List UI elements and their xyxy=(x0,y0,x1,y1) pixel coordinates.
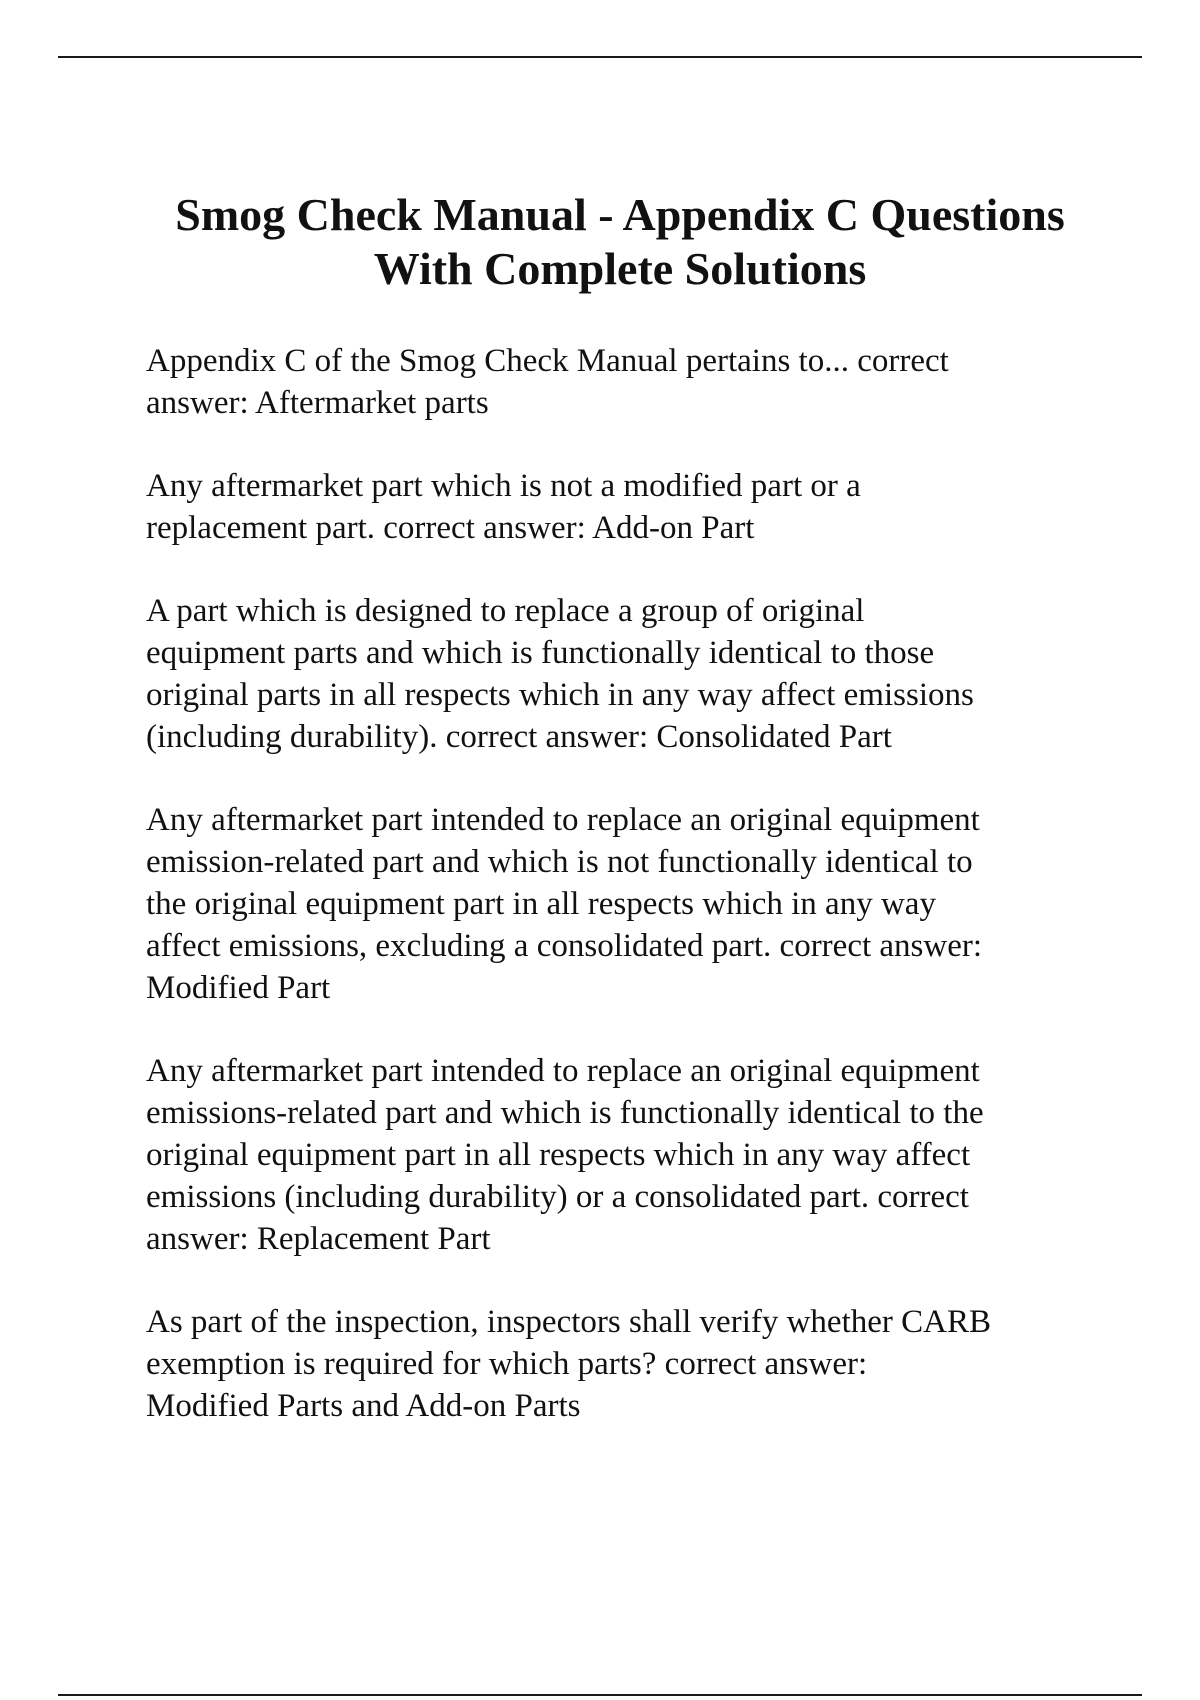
qa-line: A part which is designed to replace a group of original xyxy=(146,593,865,629)
title-line: With Complete Solutions xyxy=(373,243,867,294)
qa-line: answer: Aftermarket parts xyxy=(146,385,489,421)
qa-line: original equipment part in all respects which in any way affect xyxy=(146,1137,971,1173)
qa-item-consolidated-part xyxy=(146,590,1086,758)
qa-line: emissions (including durability) or a consolidated part. correct xyxy=(146,1179,969,1215)
page-title xyxy=(120,188,1120,296)
qa-line: Any aftermarket part intended to replace an original equipment xyxy=(146,802,980,838)
qa-line: Any aftermarket part intended to replace an original equipment xyxy=(146,1053,980,1089)
qa-item-carb-exemption xyxy=(146,1301,1086,1427)
qa-line: replacement part. correct answer: Add-on Part xyxy=(146,510,755,546)
qa-line: emissions-related part and which is functionally identical to the xyxy=(146,1095,984,1131)
qa-item-add-on-part xyxy=(146,465,1086,549)
qa-item-replacement-part xyxy=(146,1050,1086,1260)
qa-line: Modified Parts and Add-on Parts xyxy=(146,1388,581,1424)
qa-line: answer: Replacement Part xyxy=(146,1221,491,1257)
qa-line: Any aftermarket part which is not a modified part or a xyxy=(146,468,861,504)
qa-line: original parts in all respects which in any way affect emissions xyxy=(146,677,974,713)
qa-line: equipment parts and which is functionally identical to those xyxy=(146,635,935,671)
qa-line: the original equipment part in all respects which in any way xyxy=(146,886,936,922)
qa-line: Appendix C of the Smog Check Manual pertains to... correct xyxy=(146,343,949,379)
qa-line: affect emissions, excluding a consolidated part. correct answer: xyxy=(146,928,983,964)
qa-line: Modified Part xyxy=(146,970,331,1006)
bottom-divider xyxy=(58,1694,1142,1696)
qa-line: (including durability). correct answer: Consolidated Part xyxy=(146,719,892,755)
qa-line: emission-related part and which is not functionally identical to xyxy=(146,844,973,880)
qa-item-aftermarket-parts xyxy=(146,340,1086,424)
top-divider xyxy=(58,56,1142,58)
qa-line: exemption is required for which parts? correct answer: xyxy=(146,1346,868,1382)
title-line: Smog Check Manual - Appendix C Questions xyxy=(175,189,1065,240)
qa-item-modified-part xyxy=(146,799,1086,1009)
qa-line: As part of the inspection, inspectors shall verify whether CARB xyxy=(146,1304,991,1340)
qa-list xyxy=(146,340,1086,1468)
